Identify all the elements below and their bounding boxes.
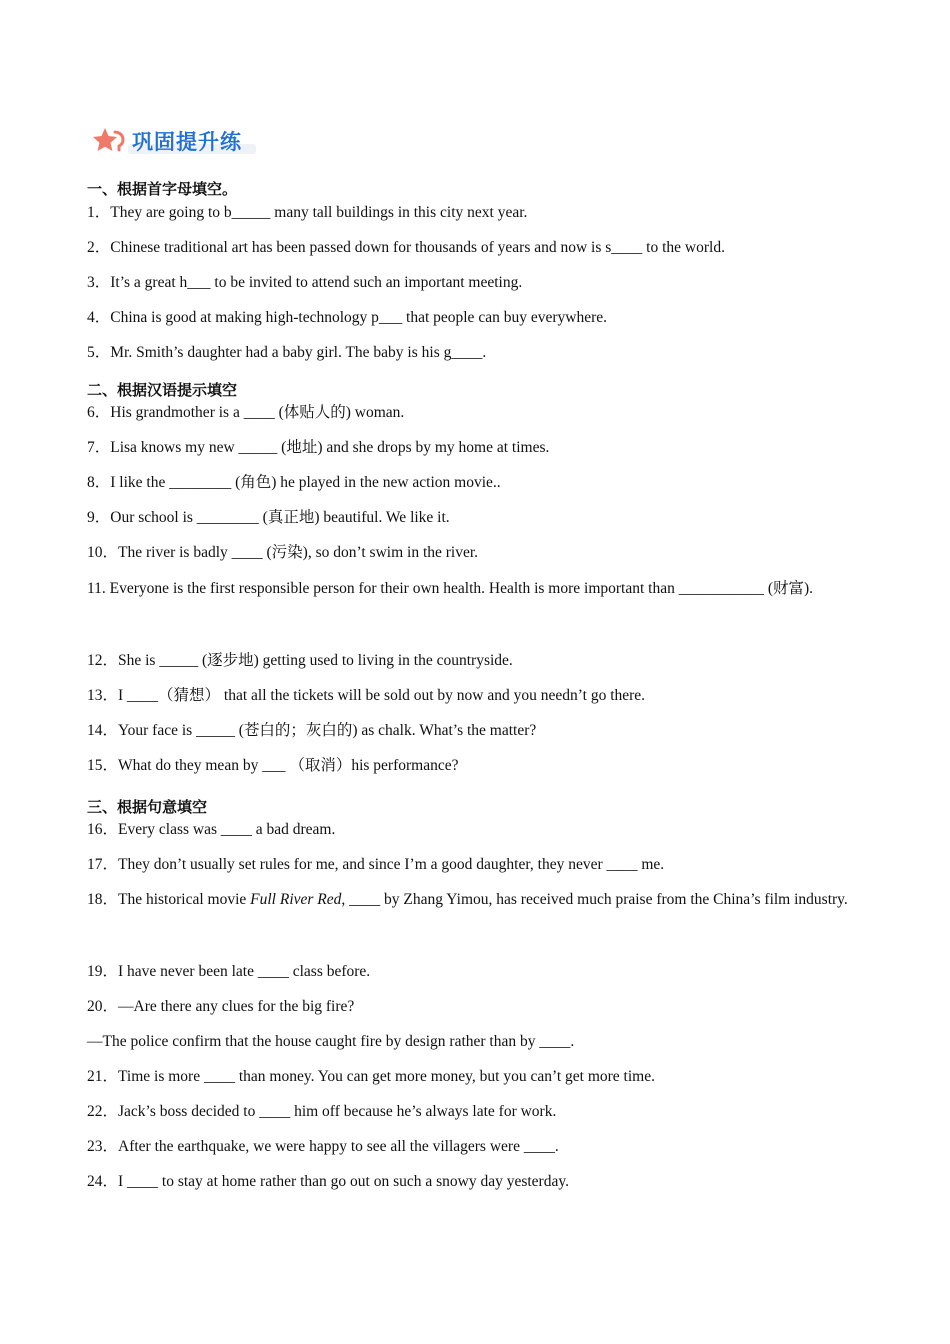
question-13: 13．I ____（猜想） that all the tickets will be sold out by now and you needn’t go there.: [87, 687, 646, 704]
question-20: 20．—Are there any clues for the big fire?: [87, 998, 355, 1015]
section-header-badge: [92, 126, 242, 156]
question-19: 19．I have never been late ____ class before.: [87, 963, 371, 980]
question-1: 1．They are going to b_____ many tall buildings in this city next year.: [87, 204, 528, 221]
question-4: 4．China is good at making high-technology p___ that people can buy everywhere.: [87, 309, 607, 326]
question-17: 17．They don’t usually set rules for me, and since I’m a good daughter, they never ____ me.: [87, 856, 665, 873]
question-3: 3．It’s a great h___ to be invited to attend such an important meeting.: [87, 274, 523, 291]
question-2: 2．Chinese traditional art has been passed down for thousands of years and now is s____ to the world.: [87, 239, 725, 256]
question-12: 12．She is _____ (逐步地) getting used to living in the countryside.: [87, 652, 513, 669]
question-21: 21．Time is more ____ than money. You can get more money, but you can’t get more time.: [87, 1068, 655, 1085]
section-title: 二、根据汉语提示填空: [87, 381, 238, 399]
question-7: 7．Lisa knows my new _____ (地址) and she drops by my home at times.: [87, 439, 550, 456]
question-16: 16．Every class was ____ a bad dream.: [87, 821, 336, 838]
page-title: 巩固提升练: [132, 130, 242, 154]
question-8: 8．I like the ________ (角色) he played in the new action movie..: [87, 474, 501, 491]
question-5: 5．Mr. Smith’s daughter had a baby girl. The baby is his g____.: [87, 344, 487, 361]
question-20-answer: —The police confirm that the house caught fire by design rather than by ____.: [87, 1033, 575, 1050]
section-title: 三、根据句意填空: [87, 798, 208, 816]
question-18: [87, 881, 857, 918]
section-title: 一、根据首字母填空。: [87, 180, 238, 198]
star-icon: [92, 126, 126, 156]
question-18-after: , ____ by Zhang Yimou, has received much praise from the China’s film industry.: [341, 891, 848, 908]
question-11: 11. Everyone is the first responsible person for their own health. Health is more important than ___________ (财富).: [87, 580, 814, 597]
question-10: 10．The river is badly ____ (污染), so don’t swim in the river.: [87, 544, 479, 561]
movie-title: Full River Red: [250, 891, 342, 908]
question-15: 15．What do they mean by ___ （取消）his performance?: [87, 757, 459, 774]
question-14: 14．Your face is _____ (苍白的；灰白的) as chalk. What’s the matter?: [87, 722, 537, 739]
question-6: 6．His grandmother is a ____ (体贴人的) woman.: [87, 404, 405, 421]
question-22: 22．Jack’s boss decided to ____ him off because he’s always late for work.: [87, 1103, 557, 1120]
question-18-before: 18．The historical movie: [87, 891, 251, 908]
question-9: 9．Our school is ________ (真正地) beautiful. We like it.: [87, 509, 450, 526]
question-24: 24．I ____ to stay at home rather than go out on such a snowy day yesterday.: [87, 1173, 569, 1190]
question-23: 23．After the earthquake, we were happy to see all the villagers were ____.: [87, 1138, 559, 1155]
